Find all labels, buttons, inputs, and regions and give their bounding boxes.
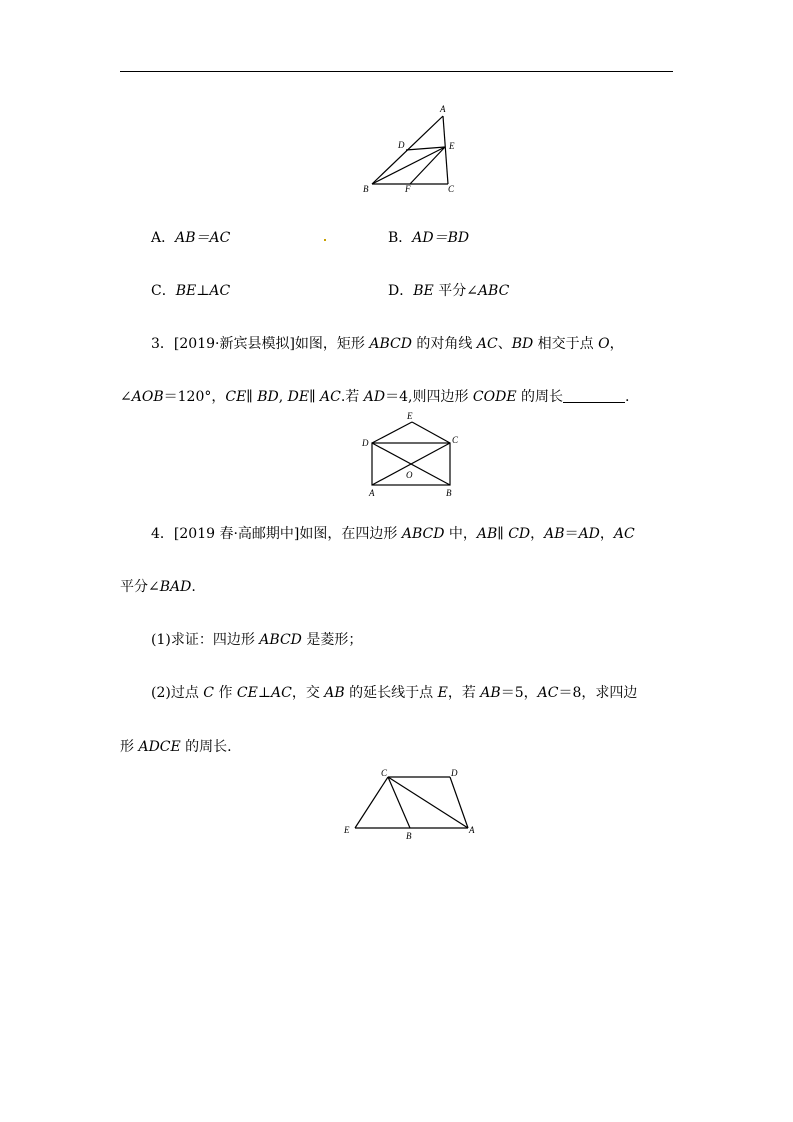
option-b-prefix: B． <box>388 230 413 246</box>
option-c <box>151 281 230 301</box>
option-d: D．BE 平分∠ABC <box>388 283 510 299</box>
q4-subquestion-1: (1)求证：四边形 ABCD 是菱形； <box>151 632 363 648</box>
q3-label-c: C <box>452 435 459 445</box>
q2-label-c: C <box>448 184 455 194</box>
stray-dot <box>324 239 326 241</box>
header-rule <box>120 71 673 72</box>
q4-line-3: 形 ADCE 的周长. <box>120 739 232 755</box>
q4-line-1: 4．[2019 春·高邮期中]如图，在四边形 ABCD 中，AB∥ CD，AB＝AD，AC <box>151 526 635 542</box>
option-b-text: AD＝BD <box>412 230 470 246</box>
q4-label-e: E <box>344 825 350 835</box>
q2-label-f: F <box>405 184 411 194</box>
q4-subquestion-2: (2)过点 C 作 CE⊥AC，交 AB 的延长线于点 E，若 AB＝5，AC＝8，求四边 <box>151 685 638 701</box>
q4-label-c: C <box>381 768 388 778</box>
answer-blank <box>563 388 625 403</box>
option-b <box>388 228 469 248</box>
q2-label-a: A <box>440 104 446 114</box>
q3-label-e: E <box>407 411 413 421</box>
q3-label-a: A <box>369 488 375 498</box>
q4-label-d: D <box>451 768 458 778</box>
q2-label-b: B <box>363 184 369 194</box>
q4-quadrilateral-figure <box>338 765 483 845</box>
q3-label-o: O <box>406 470 413 480</box>
q4-line-2: 平分∠BAD. <box>120 579 196 595</box>
q3-number: 3． <box>151 336 174 352</box>
q3-line-1: 3．[2019·新宾县模拟]如图，矩形 ABCD 的对角线 AC、BD 相交于点 O， <box>151 336 624 352</box>
option-c-text: BE⊥AC <box>175 283 231 299</box>
q3-label-b: B <box>446 488 452 498</box>
q3-label-d: D <box>362 438 369 448</box>
q4-number: 4． <box>151 526 174 542</box>
q2-label-e: E <box>449 141 455 151</box>
q4-label-b: B <box>406 831 412 841</box>
option-d-prefix: D． <box>388 283 414 299</box>
option-a-prefix: A． <box>151 230 176 246</box>
q4-label-a: A <box>469 825 475 835</box>
q2-label-d: D <box>398 140 405 150</box>
option-c-prefix: C． <box>151 283 176 299</box>
option-a-text: AB＝AC <box>175 230 231 246</box>
q3-line-2: ∠AOB＝120°，CE∥ BD, DE∥ AC.若 AD＝4,则四边形 CODE 的周长 . <box>120 389 630 405</box>
q3-rectangle-figure <box>360 410 465 500</box>
option-a <box>151 228 230 248</box>
q2-triangle-figure <box>360 100 465 195</box>
